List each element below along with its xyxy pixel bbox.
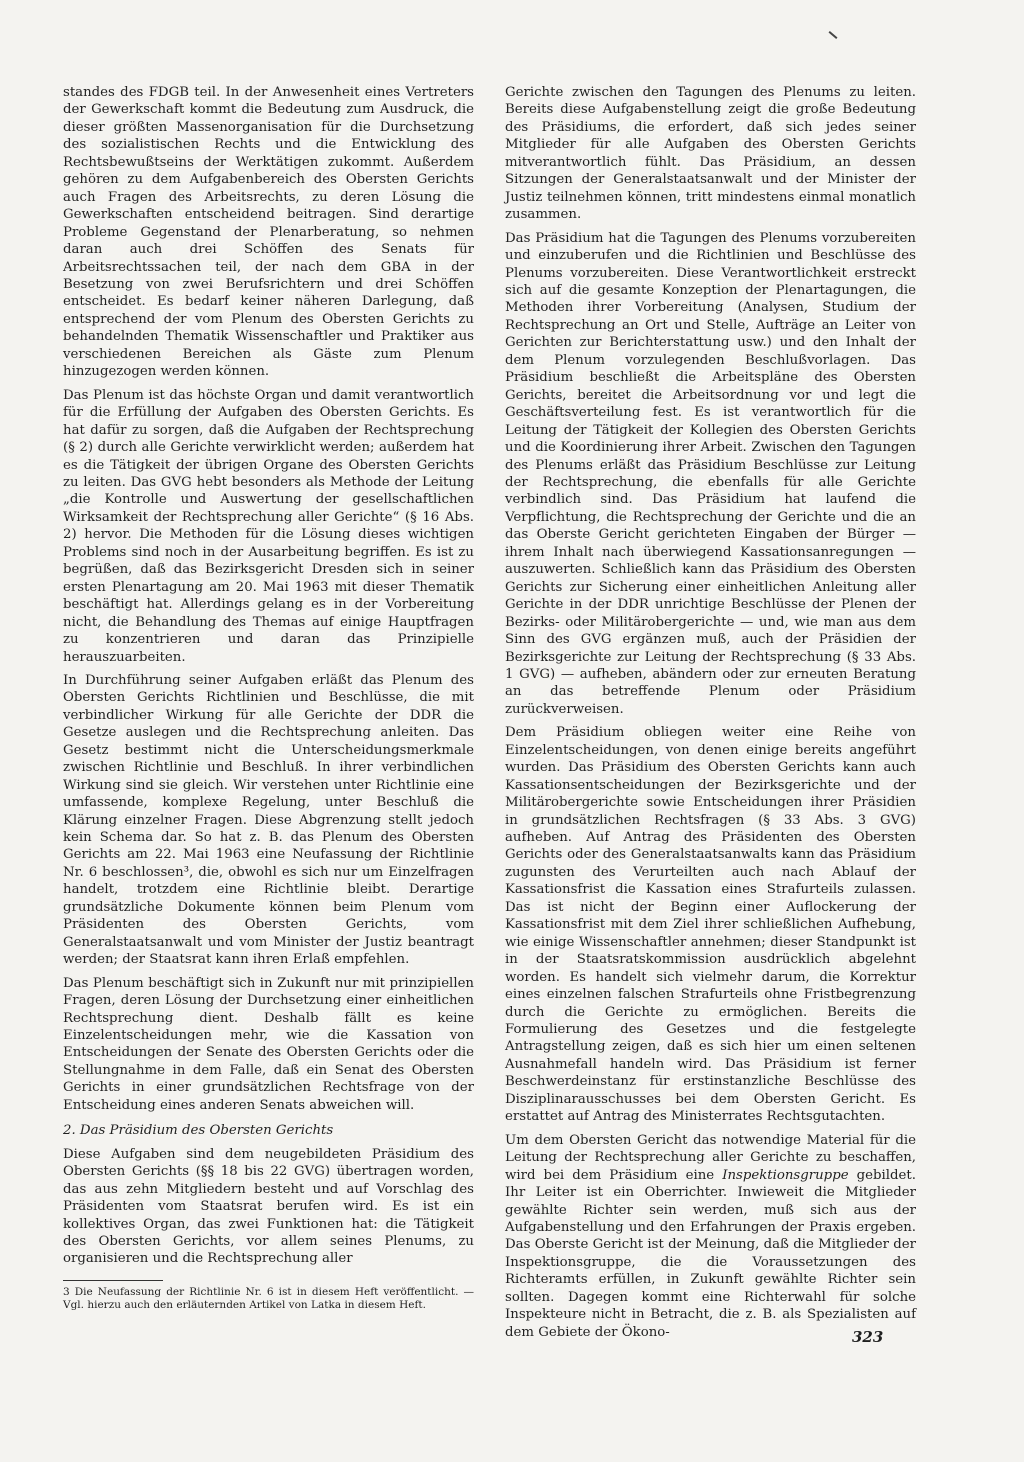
- footnote: 3 Die Neufassung der Richtlinie Nr. 6 ist in diesem Heft veröffentlicht. — Vgl. hierzu auch den erläuternden Artikel von Latka in diesem Heft.: [63, 1285, 474, 1311]
- section-heading: 2. Das Präsidium des Obersten Gerichts: [63, 1123, 334, 1139]
- paragraph: standes des FDGB teil. In der Anwesenheit eines Vertreters der Gewerkschaft kommt die Bedeutung zum Ausdruck, die dieser größten Massenorganisation für die Durchsetzung des sozialistischen Rechts und die Entwicklung des Rechtsbewußtseins der Werktätigen zukommt. Außerdem gehören zu dem Aufgabenbereich des Obersten Gerichts auch Fragen des Arbeitsrechts, zu deren Lösung die Gewerkschaften entscheidend beitragen. Sind derartige Probleme Gegenstand der Plenarberatung, so nehmen daran auch drei Schöffen des Senats für Arbeitsrechtssachen teil, der nach dem GBA in der Besetzung von zwei Berufsrichtern und drei Schöffen entscheidet. Es bedarf keiner näheren Darlegung, daß entsprechend der vom Plenum des Obersten Gerichts zu behandelnden Thematik Wissenschaftler und Praktiker aus verschiedenen Bereichen als Gäste zum Plenum hinzugezogen werden können.: [63, 85, 474, 380]
- emphasis-text: Inspektionsgruppe: [722, 1167, 849, 1183]
- paragraph: Dem Präsidium obliegen weiter eine Reihe von Einzelentscheidungen, von denen einige bereits angeführt wurden. Das Präsidium des Obersten Gerichts kann auch Kassationsentscheidungen der Bezirksgerichte und der Militärobergerichte sowie Entscheidungen ihrer Präsidien in grundsätzlichen Rechtsfragen (§ 33 Abs. 3 GVG) aufheben. Auf Antrag des Präsidenten des Obersten Gerichts oder des Generalstaatsanwalts kann das Präsidium zugunsten des Verurteilten auch nach Ablauf der Kassationsfrist die Kassation eines Strafurteils zulassen. Das ist nicht der Beginn einer Auflockerung der Kassationsfrist mit dem Ziel ihrer schließlichen Aufhebung, wie einige Wissenschaftler annehmen; dieser Standpunkt ist in der Staatsratskommission ausdrücklich abgelehnt worden. Es handelt sich vielmehr darum, die Korrektur eines einzelnen falschen Strafurteils ohne Fristbegrenzung durch die Gerichte zu ermöglichen. Bereits die Formulierung des Gesetzes und die festgelegte Antragstellung zeigen, daß es sich hier um einen seltenen Ausnahmefall handeln wird. Das Präsidium ist ferner Beschwerdeinstanz für erstinstanzliche Beschlüsse des Disziplinarausschusses bei dem Obersten Gericht. Es erstattet auf Antrag des Ministerrates Rechtsgutachten.: [505, 725, 916, 1125]
- paragraph: Gerichte zwischen den Tagungen des Plenums zu leiten. Bereits diese Aufgabenstellung zeigt die große Bedeutung des Präsidiums, die erfordert, daß sich jedes seiner Mitglieder für alle Aufgaben des Obersten Gerichts mitverantwortlich fühlt. Das Präsidium, an dessen Sitzungen der Generalstaatsanwalt und der Minister der Justiz teilnehmen können, tritt mindestens einmal monatlich zusammen.: [505, 85, 916, 223]
- paragraph: Das Plenum ist das höchste Organ und damit verantwortlich für die Erfüllung der Aufgaben des Obersten Gerichts. Es hat dafür zu sorgen, daß die Aufgaben der Rechtsprechung (§ 2) durch alle Gerichte verwirklicht werden; außerdem hat es die Tätigkeit der übrigen Organe des Obersten Gerichts zu leiten. Das GVG hebt besonders als Methode der Leitung „die Kontrolle und Auswertung der gesellschaftlichen Wirksamkeit der Rechtsprechung aller Gerichte“ (§ 16 Abs. 2) hervor. Die Methoden für die Lösung dieses wichtigen Problems sind noch in der Ausarbeitung begriffen. Es ist zu begrüßen, daß das Bezirksgericht Dresden sich in seiner ersten Plenartagung am 20. Mai 1963 mit dieser Thematik beschäftigt hat. Allerdings gelang es in der Vorbereitung nicht, die Behandlung des Themas auf einige Hauptfragen zu konzentrieren und daran das Prinzipielle herauszuarbeiten.: [63, 387, 474, 665]
- paragraph: Das Präsidium hat die Tagungen des Plenums vorzubereiten und einzuberufen und die Richtlinien und Beschlüsse des Plenums vorzubereiten. Diese Verantwortlichkeit erstreckt sich auf die gesamte Konzeption der Plenartagungen, die Methoden ihrer Vorbereitung (Analysen, Studium der Rechtsprechung an Ort und Stelle, Aufträge an Leiter von Gerichten zur Berichterstattung usw.) und den Inhalt der dem Plenum vorzulegenden Beschlußvorlagen. Das Präsidium beschließt die Arbeitspläne des Obersten Gerichts, bereitet die Arbeitsordnung vor und legt die Geschäftsverteilung fest. Es ist verantwortlich für die Leitung der Tätigkeit der Kollegien des Obersten Gerichts und die Koordinierung ihrer Arbeit. Zwischen den Tagungen des Plenums erläßt das Präsidium Beschlüsse zur Leitung der Rechtsprechung, die ebenfalls für alle Gerichte verbindlich sind. Das Präsidium hat laufend die Verpflichtung, die Rechtsprechung der Gerichte und die an das Oberste Gericht gerichteten Eingaben der Bürger — ihrem Inhalt nach überwiegend Kassationsanregungen — auszuwerten. Schließlich kann das Präsidium des Obersten Gerichts zur Sicherung einer einheitlichen Anleitung aller Gerichte in der DDR unrichtige Beschlüsse der Plenen der Bezirks- oder Militärobergerichte — und, wie man aus dem Sinn des GVG ergänzen muß, auch der Präsidien der Bezirksgerichte zur Leitung der Rechtsprechung (§ 33 Abs. 1 GVG) — aufheben, abändern oder zur erneuten Beratung an das betreffende Plenum oder Präsidium zurückverweisen.: [505, 230, 916, 717]
- paragraph: Diese Aufgaben sind dem neugebildeten Präsidium des Obersten Gerichts (§§ 18 bis 22 GVG) übertragen worden, das aus zehn Mitgliedern besteht und auf Vorschlag des Präsidenten vom Staatsrat berufen wird. Es ist ein kollektives Organ, das zwei Funktionen hat: die Tätigkeit des Obersten Gerichts, vor allem seines Plenums, zu organisieren und die Rechtsprechung aller: [63, 1146, 474, 1267]
- page-number: 323: [852, 1328, 884, 1346]
- paragraph: In Durchführung seiner Aufgaben erläßt das Plenum des Obersten Gerichts Richtlinien und Beschlüsse, die mit verbindlicher Wirkung für alle Gerichte der DDR die Gesetze auslegen und die Rechtsprechung anleiten. Das Gesetz bestimmt nicht die Unterscheidungsmerkmale zwischen Richtlinie und Beschluß. In ihrer verbindlichen Wirkung sind sie gleich. Wir verstehen unter Richtlinie eine umfassende, komplexe Regelung, unter Beschluß die Klärung einzelner Fragen. Diese Abgrenzung stellt jedoch kein Schema dar. So hat z. B. das Plenum des Obersten Gerichts am 22. Mai 1963 eine Neufassung der Richtlinie Nr. 6 beschlossen³, die, obwohl es sich nur um Einzelfragen handelt, trotzdem eine Richtlinie bleibt. Derartige grundsätzliche Dokumente können beim Plenum vom Präsidenten des Obersten Gerichts, vom Generalstaatsanwalt und vom Minister der Justiz beantragt werden; der Staatsrat kann ihren Erlaß empfehlen.: [63, 672, 474, 968]
- paragraph: Das Plenum beschäftigt sich in Zukunft nur mit prinzipiellen Fragen, deren Lösung der Durchsetzung einer einheitlichen Rechtsprechung dient. Deshalb fällt es keine Einzelentscheidungen mehr, wie die Kassation von Entscheidungen der Senate des Obersten Gerichts oder die Stellungnahme in dem Falle, daß ein Senat des Obersten Gerichts in einer grundsätzlichen Rechtsfrage von der Entscheidung eines anderen Senats abweichen will.: [63, 975, 474, 1113]
- paragraph-text: gebildet. Ihr Leiter ist ein Oberrichter. Inwieweit die Mitglieder gewählte Richter sein werden, muß sich aus der Aufgabenstellung und den Erfahrungen der Praxis ergeben. Das Oberste Gericht ist der Meinung, daß die Mitglieder der Inspektionsgruppe, die die Voraussetzungen des Richteramts erfüllen, in Zukunft gewählte Richter sein sollten. Dagegen kommt eine Richterwahl für solche Inspekteure nicht in Betracht, die z. B. als Spezialisten auf dem Gebiete der Ökono-: [505, 1167, 916, 1340]
- paragraph: [505, 1132, 916, 1341]
- footnote-divider: [63, 1280, 163, 1281]
- scan-mark: [829, 31, 838, 39]
- left-column: [63, 84, 474, 1312]
- right-column: [505, 84, 916, 1347]
- paragraph-text: Um dem Obersten Gericht das notwendige Material für die Leitung der Rechtsprechung aller Gerichte zu beschaffen, wird bei dem Präsidium eine: [505, 1132, 916, 1183]
